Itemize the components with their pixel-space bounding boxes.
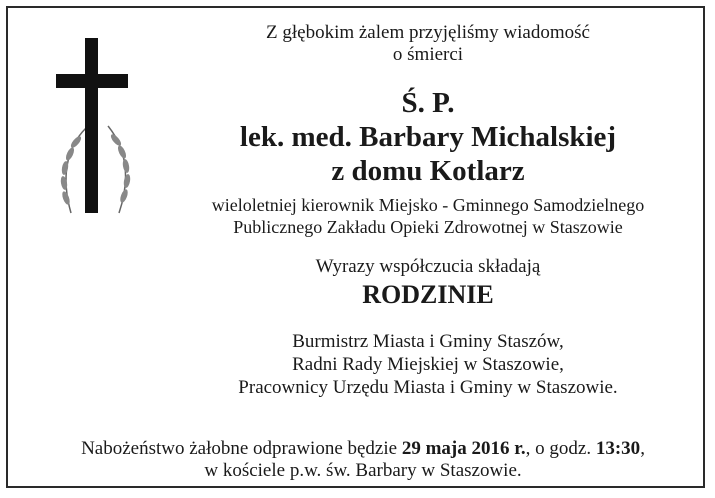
sender-line: Burmistrz Miasta i Gminy Staszów,: [292, 331, 564, 352]
service-text: Nabożeństwo żałobne odprawione będzie: [81, 438, 402, 459]
role-line: wieloletniej kierownik Miejsko - Gminnego Samodzielnego: [211, 195, 645, 215]
service-info: [38, 438, 688, 482]
cross-icon: [56, 38, 146, 228]
role-line: Publicznego Zakładu Opieki Zdrowotnej w Staszowie: [233, 217, 623, 237]
sp-abbreviation: Ś. P.: [401, 87, 455, 119]
notice-body: [168, 22, 688, 399]
service-text: , o godz.: [525, 438, 596, 459]
family-heading: RODZINIE: [362, 280, 494, 309]
obituary-notice: [6, 6, 705, 488]
intro-line: Z głębokim żalem przyjęliśmy wiadomość: [266, 22, 590, 43]
sender-line: Pracownicy Urzędu Miasta i Gminy w Staszowie.: [238, 377, 618, 398]
senders-list: [168, 330, 688, 399]
service-line-2: w kościele p.w. św. Barbary w Staszowie.: [204, 460, 522, 481]
condolence-text: Wyrazy współczucia składają: [315, 256, 541, 277]
service-date: 29 maja 2016 r.: [401, 438, 526, 459]
service-line-1: [38, 438, 688, 460]
deceased-name: lek. med. Barbary Michalskiej: [239, 121, 617, 153]
intro-text: [168, 22, 688, 66]
sender-line: Radni Rady Miejskiej w Staszowie,: [292, 354, 564, 375]
deceased-role: [168, 194, 688, 238]
service-text: ,: [640, 438, 645, 459]
maiden-name: z domu Kotlarz: [331, 155, 525, 187]
cross-with-laurel: [56, 38, 146, 228]
service-time: 13:30: [595, 438, 641, 459]
intro-line: o śmierci: [392, 44, 464, 65]
